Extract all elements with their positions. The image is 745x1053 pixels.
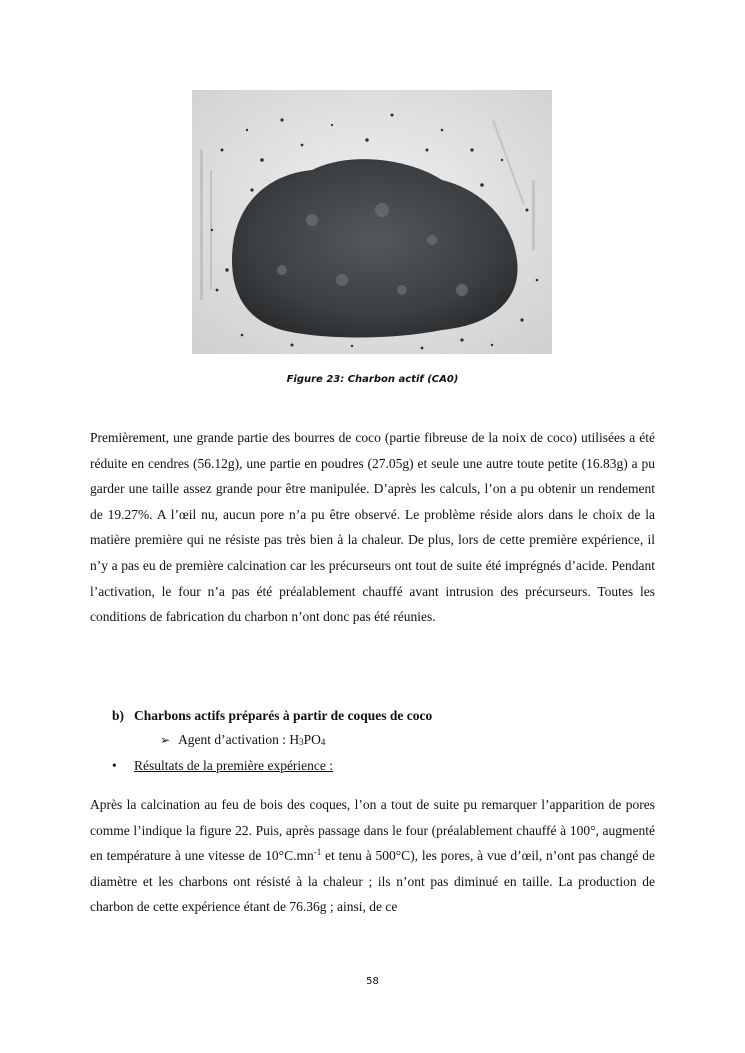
results-bullet: •	[112, 758, 117, 773]
formula-po-subscript: 4	[320, 737, 326, 747]
formula-po: PO	[303, 732, 321, 747]
page-number: 58	[366, 976, 379, 987]
paragraph-2-superscript: -1	[313, 847, 322, 858]
charcoal-pile-illustration	[192, 90, 552, 354]
paragraph-2	[90, 792, 655, 920]
formula-h-subscript: 3	[299, 737, 304, 747]
results-item	[112, 758, 333, 774]
arrow-bullet-icon: ➢	[160, 733, 171, 747]
paragraph-1: Premièrement, une grande partie des bourres de coco (partie fibreuse de la noix de coco) utilisées a été réduite en cendres (56.12g), une partie en poudres (27.05g) et seule une autre toute petite (16.83g) a pu garder une taille assez grande pour être manipulée. D’après les calculs, l’on a pu obtenir un rendement de 19.27%. A l’œil nu, aucun pore n’a pu être observé. Le problème réside alors dans le choix de la matière première qui ne résiste pas très bien à la chaleur. De plus, lors de cette première expérience, il n’y a pas eu de première calcination car les précurseurs ont tout de suite été imprégnés d’acide. Pendant l’activation, le four n’a pas été préalablement chauffé avant intrusion des précurseurs. Toutes les conditions de fabrication du charbon n’ont donc pas été réunies.	[90, 430, 655, 625]
paragraph-2-part-2: et tenu à 500°C), les pores, à vue d’œil, n’ont pas changé de diamètre et les charbons ont résisté à la chaleur ; ils n’ont pas diminué en taille. La production de charbon de cette expérience étant de 76.36g ; ainsi, de ce	[90, 848, 655, 915]
activation-agent-item	[160, 732, 325, 748]
figure-caption: Figure 23: Charbon actif (CA0)	[286, 374, 459, 385]
paragraph-2-part-1: Après la calcination au feu de bois des coques, l’on a tout de suite pu remarquer l’apparition de pores comme l’indique la figure 22. Puis, après passage dans le four (préalablement chauffé à 100°, augmenté en température à une vitesse de 10°C.mn	[90, 797, 655, 864]
section-marker: b)	[112, 708, 125, 723]
section-heading	[112, 708, 432, 724]
charcoal-photo	[192, 90, 552, 354]
agent-label: Agent d’activation :	[178, 732, 290, 747]
results-label: Résultats de la première expérience :	[134, 758, 334, 773]
formula-h: H	[289, 732, 300, 747]
section-title: Charbons actifs préparés à partir de coques de coco	[134, 708, 433, 723]
